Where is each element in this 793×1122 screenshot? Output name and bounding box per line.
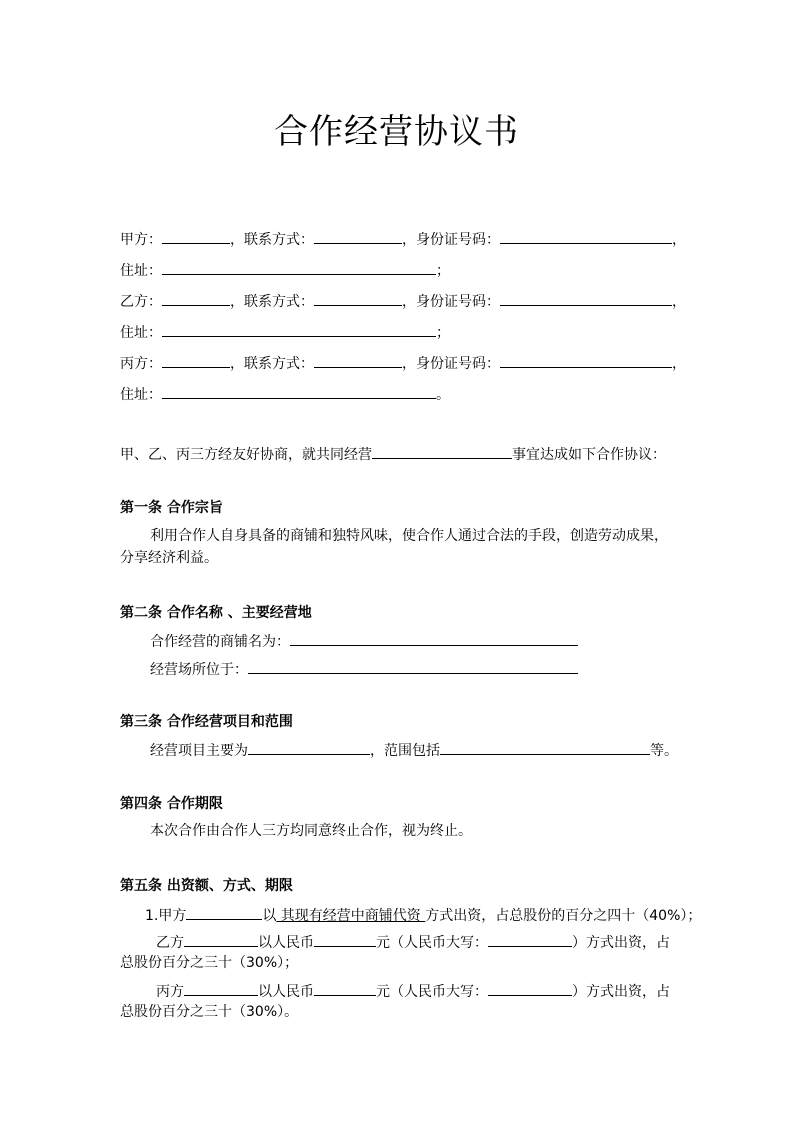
etc-label: 等。 bbox=[650, 743, 678, 759]
party-b-share-line: 总股份百分之三十（30%）； bbox=[120, 955, 299, 971]
party-b-method-label: ）方式出资，占 bbox=[572, 935, 670, 951]
party-c-id-blank[interactable] bbox=[500, 352, 672, 368]
party-b-name-blank[interactable] bbox=[162, 290, 230, 306]
intro-text-before: 甲、乙、丙三方经友好协商，就共同经营 bbox=[120, 447, 372, 463]
party-c-share-line: 总股份百分之三十（30%）。 bbox=[120, 1004, 299, 1020]
party-b-investment-line bbox=[156, 931, 670, 953]
address-label: 住址： bbox=[120, 325, 162, 341]
period: 。 bbox=[436, 387, 450, 403]
intro-text-after: 事宜达成如下合作协议： bbox=[512, 447, 666, 463]
party-a-label: 甲方： bbox=[120, 232, 162, 248]
rmb-uppercase-label: 元（人民币大写： bbox=[376, 935, 488, 951]
contact-label: ，联系方式： bbox=[230, 232, 314, 248]
party-a-invest-blank[interactable] bbox=[186, 904, 262, 920]
party-a-line bbox=[120, 228, 686, 250]
party-b-id-blank[interactable] bbox=[500, 290, 672, 306]
party-a-invest-method: 其现有经营中商铺代资 bbox=[276, 908, 426, 924]
project-label: 经营项目主要为 bbox=[150, 743, 248, 759]
business-place-line bbox=[150, 658, 578, 680]
intro-line bbox=[120, 443, 666, 465]
party-c-amount-blank[interactable] bbox=[314, 980, 376, 996]
party-b-address-blank[interactable] bbox=[162, 321, 436, 337]
address-label: 住址： bbox=[120, 263, 162, 279]
party-c-amount-uppercase-blank[interactable] bbox=[488, 980, 572, 996]
business-place-blank[interactable] bbox=[248, 658, 578, 674]
by-label: 以 bbox=[262, 908, 277, 924]
party-c-investment-line bbox=[156, 980, 670, 1002]
article-4-text: 本次合作由合作人三方均同意终止合作，视为终止。 bbox=[150, 823, 472, 839]
id-label: ，身份证号码： bbox=[402, 356, 500, 372]
contact-label: ，联系方式： bbox=[230, 356, 314, 372]
contact-label: ，联系方式： bbox=[230, 294, 314, 310]
party-a-invest-share: 方式出资，占总股份的百分之四十（40%）； bbox=[425, 908, 702, 924]
party-c-address-line bbox=[120, 383, 450, 405]
party-c-invest-blank[interactable] bbox=[184, 980, 258, 996]
article-4-heading: 第四条 合作期限 bbox=[120, 796, 223, 812]
party-b-invest-blank[interactable] bbox=[184, 931, 258, 947]
rmb-label: 以人民币 bbox=[258, 935, 314, 951]
party-c-method-label: ）方式出资，占 bbox=[572, 984, 670, 1000]
party-b-line bbox=[120, 290, 686, 312]
party-c-label: 丙方： bbox=[120, 356, 162, 372]
semicolon: ； bbox=[436, 325, 450, 341]
party-c-contact-blank[interactable] bbox=[314, 352, 402, 368]
id-label: ，身份证号码： bbox=[402, 294, 500, 310]
party-b-contact-blank[interactable] bbox=[314, 290, 402, 306]
party-a-invest-label: 1.甲方 bbox=[145, 908, 187, 924]
shop-name-line bbox=[150, 630, 578, 652]
scope-label: ，范围包括 bbox=[370, 743, 440, 759]
shop-name-label: 合作经营的商铺名为： bbox=[150, 634, 290, 650]
party-a-id-blank[interactable] bbox=[500, 228, 672, 244]
comma: ， bbox=[672, 232, 686, 248]
id-label: ，身份证号码： bbox=[402, 232, 500, 248]
party-b-address-line bbox=[120, 321, 450, 343]
rmb-uppercase-label: 元（人民币大写： bbox=[376, 984, 488, 1000]
shop-name-blank[interactable] bbox=[290, 630, 578, 646]
article-3-line bbox=[150, 739, 678, 761]
party-c-name-blank[interactable] bbox=[162, 352, 230, 368]
party-b-label: 乙方： bbox=[120, 294, 162, 310]
party-b-amount-uppercase-blank[interactable] bbox=[488, 931, 572, 947]
semicolon: ； bbox=[436, 263, 450, 279]
party-c-invest-label: 丙方 bbox=[156, 984, 184, 1000]
document-title: 合作经营协议书 bbox=[274, 112, 519, 152]
business-place-label: 经营场所位于： bbox=[150, 662, 248, 678]
party-a-investment-line bbox=[145, 904, 701, 926]
article-2-heading: 第二条 合作名称 、主要经营地 bbox=[120, 605, 312, 621]
article-1-line-1: 利用合作人自身具备的商铺和独特风味，使合作人通过合法的手段，创造劳动成果， bbox=[150, 528, 668, 544]
party-c-address-blank[interactable] bbox=[162, 383, 436, 399]
comma: ， bbox=[672, 294, 686, 310]
article-1-heading: 第一条 合作宗旨 bbox=[120, 500, 223, 516]
party-b-amount-blank[interactable] bbox=[314, 931, 376, 947]
comma: ， bbox=[672, 356, 686, 372]
party-a-address-blank[interactable] bbox=[162, 259, 436, 275]
article-5-heading: 第五条 出资额、方式、期限 bbox=[120, 878, 293, 894]
party-a-contact-blank[interactable] bbox=[314, 228, 402, 244]
article-3-heading: 第三条 合作经营项目和范围 bbox=[120, 714, 293, 730]
party-a-address-line bbox=[120, 259, 450, 281]
scope-blank[interactable] bbox=[440, 739, 650, 755]
article-1-line-2: 分享经济利益。 bbox=[120, 550, 218, 566]
party-b-invest-label: 乙方 bbox=[156, 935, 184, 951]
rmb-label: 以人民币 bbox=[258, 984, 314, 1000]
project-blank[interactable] bbox=[248, 739, 370, 755]
party-c-line bbox=[120, 352, 686, 374]
business-blank[interactable] bbox=[372, 443, 512, 459]
party-a-name-blank[interactable] bbox=[162, 228, 230, 244]
address-label: 住址： bbox=[120, 387, 162, 403]
